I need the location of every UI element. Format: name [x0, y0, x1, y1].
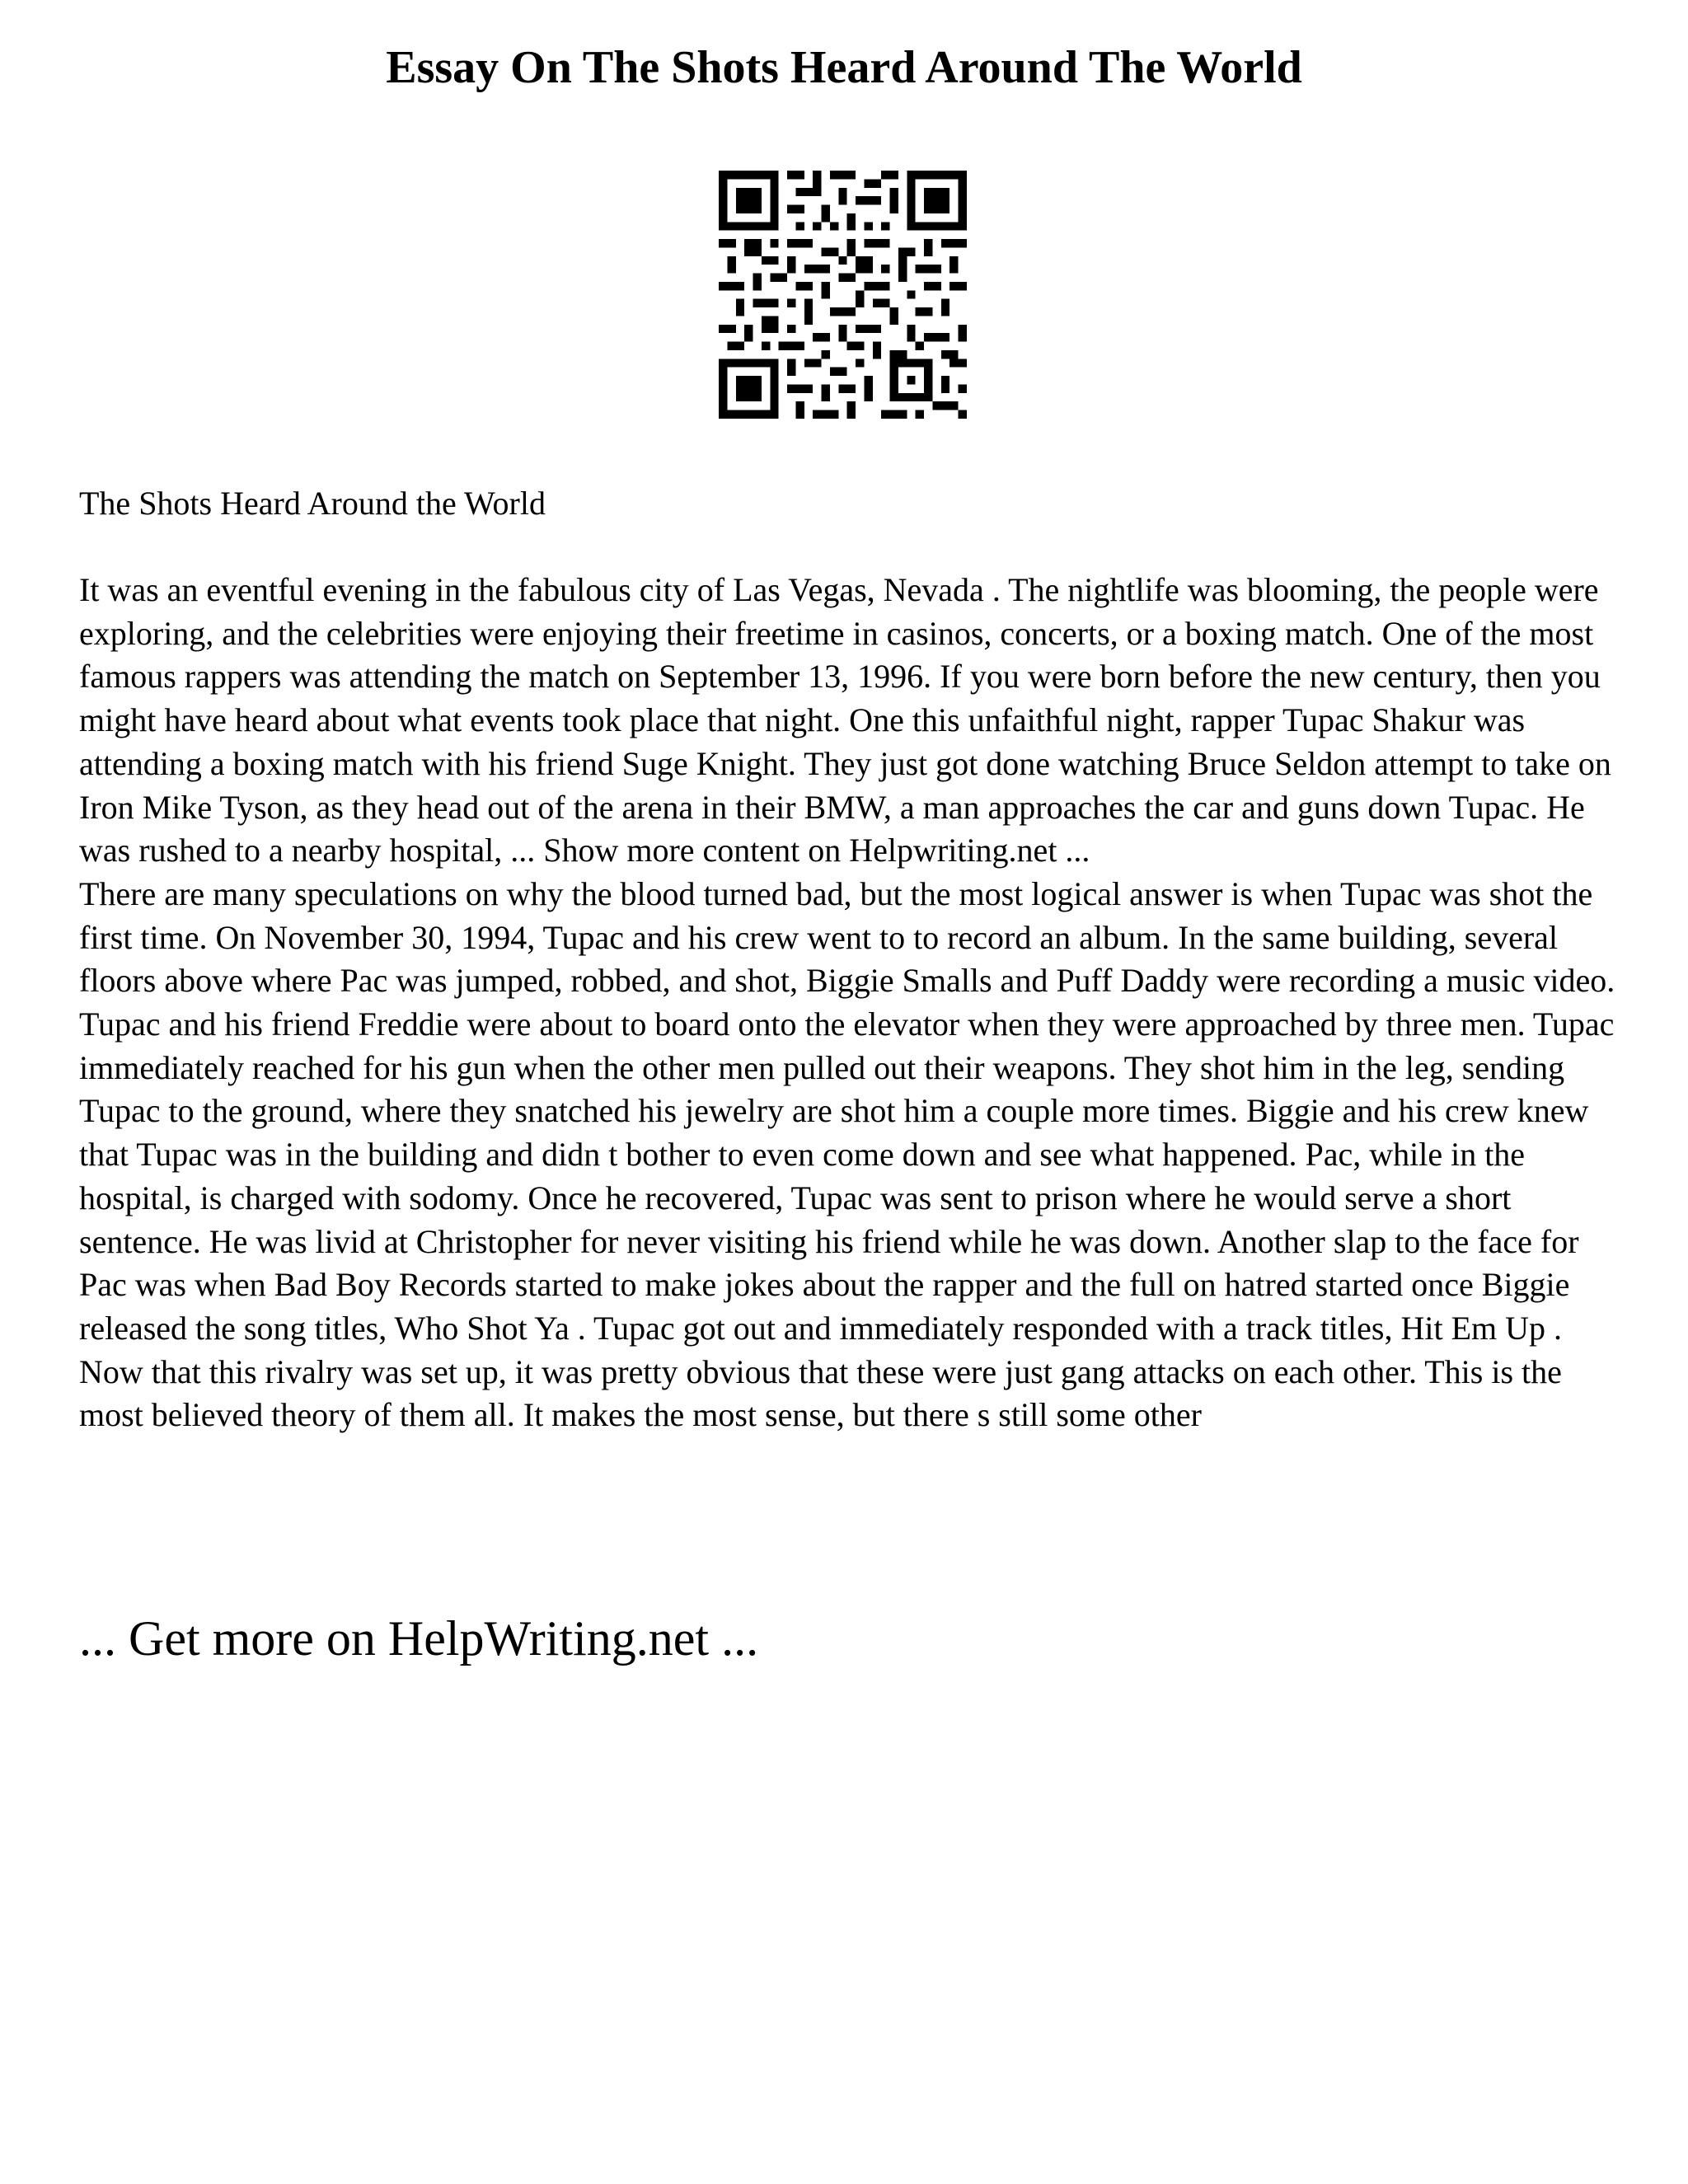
essay-paragraph: There are many speculations on why the blood turned bad, but the most logical answer is when Tupac was shot the first time. On November 30, 1994, Tupac and his crew went to to record an album. In the same building, several floors above where Pac was jumped, robbed, and shot, Biggie Smalls and Puff Daddy were recording a music video. Tupac and his friend Freddie were about to board onto the elevator when they were approached by three men. Tupac immediately reached for his gun when the other men pulled out their weapons. They shot him in the leg, sending Tupac to the ground, where they snatched his jewelry are shot him a couple more times. Biggie and his crew knew that Tupac was in the building and didn t bother to even come down and see what happened. Pac, while in the hospital, is charged with sodomy. Once he recovered, Tupac was sent to prison where he would serve a short sentence. He was livid at Christopher for never visiting his friend while he was down. Another slap to the face for Pac was when Bad Boy Records started to make jokes about the rapper and the full on hatred started once Biggie released the song titles, Who Shot Ya . Tupac got out and immediately responded with a track titles, Hit Em Up . Now that this rivalry was set up, it was pretty obvious that these were just gang attacks on each other. This is the most believed theory of them all. It makes the most sense, but there s still some other [79, 874, 1615, 1434]
document-title: Essay On The Shots Heard Around The World [386, 42, 1302, 93]
get-more-link[interactable]: ... Get more on HelpWriting.net ... [79, 1611, 759, 1666]
essay-paragraph: It was an eventful evening in the fabulous city of Las Vegas, Nevada . The nightlife was blooming, the people were exploring, and the celebrities were enjoying their freetime in casinos, concerts, or a boxing match. One of the most famous rappers was attending the match on September 13, 1996. If you were born before the new century, then you might have heard about what events took place that night. One this unfaithful night, rapper Tupac Shakur was attending a boxing match with his friend Suge Knight. They just got done watching Bruce Seldon attempt to take on Iron Mike Tyson, as they head out of the arena in their BMW, a man approaches the car and guns down Tupac. He was rushed to a nearby hospital, ... Show more content on Helpwriting.net ... [79, 571, 1611, 869]
essay-subtitle: The Shots Heard Around the World [79, 485, 546, 522]
essay-body [79, 569, 1629, 1437]
qr-code-icon [719, 171, 967, 419]
